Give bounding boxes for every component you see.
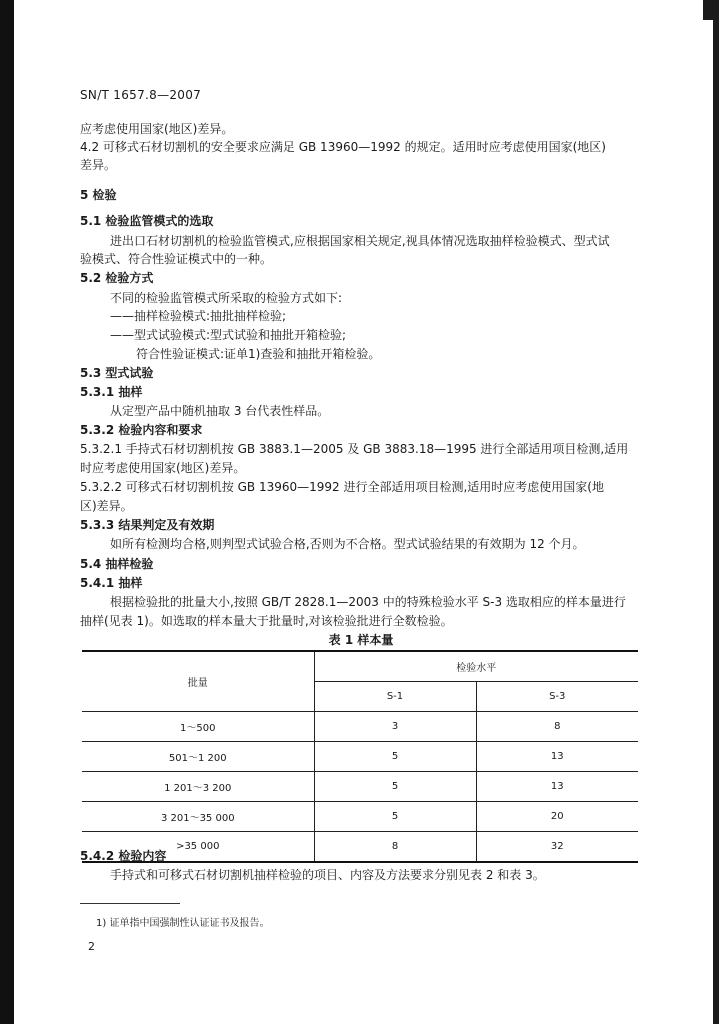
clause-5-4-heading: 5.4 抽样检验 <box>80 557 154 571</box>
table-cell: 20 <box>476 802 638 832</box>
table-cell: 5 <box>314 802 476 832</box>
body-line: 手持式和可移式石材切割机抽样检验的项目、内容及方法要求分别见表 2 和表 3。 <box>110 868 545 882</box>
list-item: 符合性验证模式:证单1)查验和抽批开箱检验。 <box>136 347 381 361</box>
body-line: 差异。 <box>80 158 117 172</box>
table-header-batch: 批量 <box>82 651 314 712</box>
clause-5-3-2-1: 5.3.2.1 手持式石材切割机按 GB 3883.1—2005 及 GB 3883.18—1995 进行全部适用项目检测,适用 <box>80 442 629 456</box>
table-cell: >35 000 <box>82 832 314 863</box>
list-item: ——型式试验模式:型式试验和抽批开箱检验; <box>110 328 347 342</box>
table-cell: 8 <box>314 832 476 863</box>
table-cell: 501～1 200 <box>82 742 314 772</box>
body-line: 验模式、符合性验证模式中的一种。 <box>80 252 273 266</box>
body-line: 应考虑使用国家(地区)差异。 <box>80 122 234 136</box>
table-subheader: S-3 <box>476 682 638 712</box>
footnote: 1) 证单指中国强制性认证证书及报告。 <box>96 918 270 929</box>
sample-size-table <box>82 650 638 863</box>
clause-4-2: 4.2 可移式石材切割机的安全要求应满足 GB 13960—1992 的规定。适用时应考虑使用国家(地区) <box>80 140 606 154</box>
list-item: ——抽样检验模式:抽批抽样检验; <box>110 309 287 323</box>
table-cell: 3 <box>314 712 476 742</box>
table-cell: 13 <box>476 772 638 802</box>
table-cell: 1 201～3 200 <box>82 772 314 802</box>
table-cell: 5 <box>314 742 476 772</box>
scan-border-right <box>713 0 719 1024</box>
body-line: 时应考虑使用国家(地区)差异。 <box>80 461 246 475</box>
page-number: 2 <box>88 940 95 953</box>
clause-5-3-1-heading: 5.3.1 抽样 <box>80 385 143 399</box>
table-cell: 13 <box>476 742 638 772</box>
clause-5-2-heading: 5.2 检验方式 <box>80 271 154 285</box>
table-cell: 32 <box>476 832 638 863</box>
scan-border-corner <box>703 0 719 20</box>
table-cell: 5 <box>314 772 476 802</box>
clause-5-3-2-heading: 5.3.2 检验内容和要求 <box>80 423 203 437</box>
section-5-heading: 5 检验 <box>80 188 117 202</box>
clause-5-3-2-2: 5.3.2.2 可移式石材切割机按 GB 13960—1992 进行全部适用项目检测,适用时应考虑使用国家(地 <box>80 480 604 494</box>
body-line: 根据检验批的批量大小,按照 GB/T 2828.1—2003 中的特殊检验水平 S-3 选取相应的样本量进行 <box>110 595 626 609</box>
table-row <box>82 712 638 742</box>
body-line: 区)差异。 <box>80 499 133 513</box>
clause-5-1-heading: 5.1 检验监管模式的选取 <box>80 214 214 228</box>
table-cell: 3 201～35 000 <box>82 802 314 832</box>
body-line: 抽样(见表 1)。如选取的样本量大于批量时,对该检验批进行全数检验。 <box>80 614 453 628</box>
table-subheader: S-1 <box>314 682 476 712</box>
body-line: 从定型产品中随机抽取 3 台代表性样品。 <box>110 404 330 418</box>
table-row <box>82 742 638 772</box>
clause-5-4-2-heading: 5.4.2 检验内容 <box>80 849 167 863</box>
clause-5-4-1-heading: 5.4.1 抽样 <box>80 576 143 590</box>
table-cell: 1～500 <box>82 712 314 742</box>
table-caption: 表 1 样本量 <box>328 633 394 647</box>
standard-code-header: SN/T 1657.8—2007 <box>80 88 202 102</box>
clause-5-3-heading: 5.3 型式试验 <box>80 366 154 380</box>
body-line: 进出口石材切割机的检验监管模式,应根据国家相关规定,视具体情况选取抽样检验模式、型式试 <box>110 234 610 248</box>
table-cell: 8 <box>476 712 638 742</box>
body-line: 如所有检测均合格,则判型式试验合格,否则为不合格。型式试验结果的有效期为 12 个月。 <box>110 537 585 551</box>
table-row <box>82 802 638 832</box>
clause-5-3-3-heading: 5.3.3 结果判定及有效期 <box>80 518 215 532</box>
body-line: 不同的检验监管模式所采取的检验方式如下: <box>110 291 343 305</box>
table-row <box>82 772 638 802</box>
footnote-divider <box>80 903 180 904</box>
scan-border-left <box>0 0 14 1024</box>
table-header-inspection-level: 检验水平 <box>314 651 638 682</box>
